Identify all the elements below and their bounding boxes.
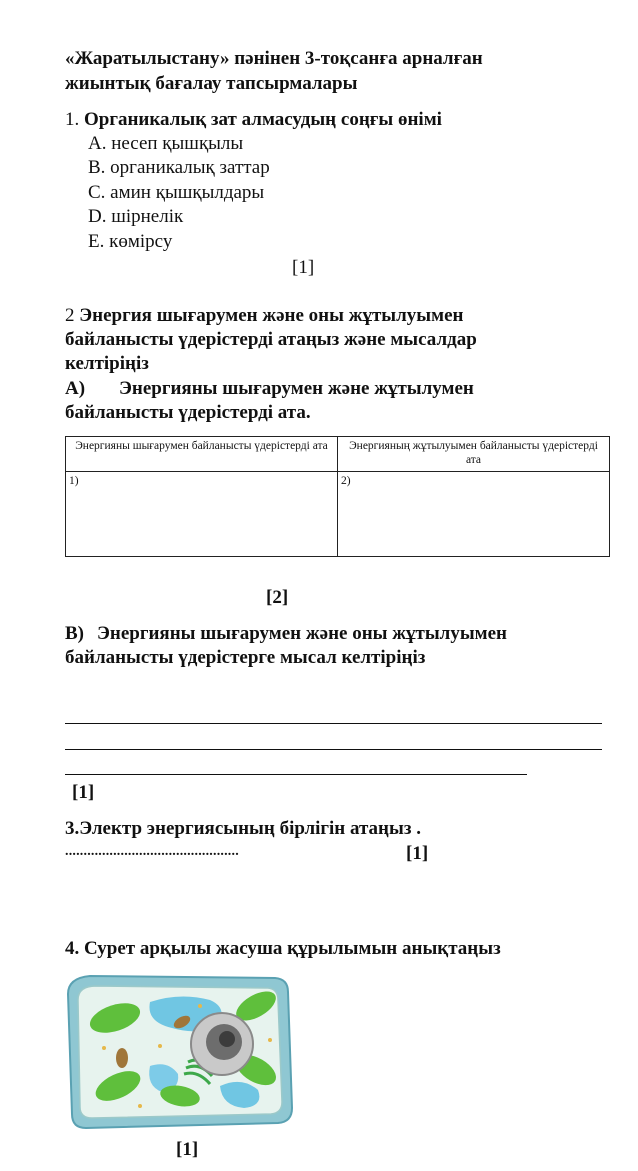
q2-b-line-1: Энергияны шығарумен және оны жұтылуымен	[97, 623, 507, 644]
question-4: 4. Сурет арқылы жасуша құрылымын анықтаңыз	[65, 938, 501, 959]
question-3: 3.Электр энергиясының бірлігін атаңыз .	[65, 818, 421, 839]
q4-score: [1]	[176, 1139, 199, 1160]
q2-b-score: [1]	[72, 782, 95, 803]
q2-a-line-1: Энергияны шығарумен және жұтылумен	[119, 378, 474, 399]
answer-line-1[interactable]	[65, 723, 602, 724]
answer-line-3[interactable]	[65, 774, 527, 775]
title-line-2: жиынтық бағалау тапсырмалары	[65, 73, 358, 94]
title-line-1: «Жаратылыстану» пәнінен 3-тоқсанға арналған	[65, 48, 483, 69]
plant-cell-image	[60, 966, 300, 1134]
q2-a-score: [2]	[266, 587, 289, 608]
q2-b-label: B)	[65, 623, 84, 644]
q2-b-line-2: байланысты үдерістерге мысал келтіріңіз	[65, 647, 426, 668]
q1-option-a: A. несеп қышқылы	[88, 133, 244, 154]
table-header-release: Энергияны шығарумен байланысты үдерістерді ата	[66, 437, 338, 472]
q1-score: [1]	[292, 257, 315, 278]
question-1	[65, 108, 442, 132]
table-cell-2[interactable]: 2)	[338, 472, 610, 557]
question-2-number: 2	[65, 305, 75, 326]
table-cell-1[interactable]: 1)	[66, 472, 338, 557]
q1-option-d: D. шірнелік	[88, 206, 184, 227]
q3-score: [1]	[406, 843, 429, 864]
answer-line-2[interactable]	[65, 749, 602, 750]
q1-option-e: E. көмірсу	[88, 231, 173, 252]
question-2-text-1: Энергия шығарумен және оны жұтылуымен	[79, 305, 464, 326]
q2-a-label: A)	[65, 378, 86, 399]
table-header-absorption: Энергияның жұтылуымен байланысты үдерістерді ата	[338, 437, 610, 472]
q1-option-c: C. амин қышқылдары	[88, 182, 265, 203]
question-2-line-2: байланысты үдерістерді атаңыз және мысалдар	[65, 329, 477, 350]
question-1-number: 1.	[65, 109, 80, 130]
q2-a-line-2: байланысты үдерістерді ата.	[65, 402, 311, 423]
q3-answer-dots[interactable]: ...............................................	[65, 844, 239, 859]
question-2-line-1	[65, 304, 463, 328]
answer-table	[65, 436, 610, 557]
question-2-line-3: келтіріңіз	[65, 353, 149, 374]
question-1-text: Органикалық зат алмасудың соңғы өнімі	[84, 109, 442, 130]
q1-option-b: B. органикалық заттар	[88, 157, 270, 178]
